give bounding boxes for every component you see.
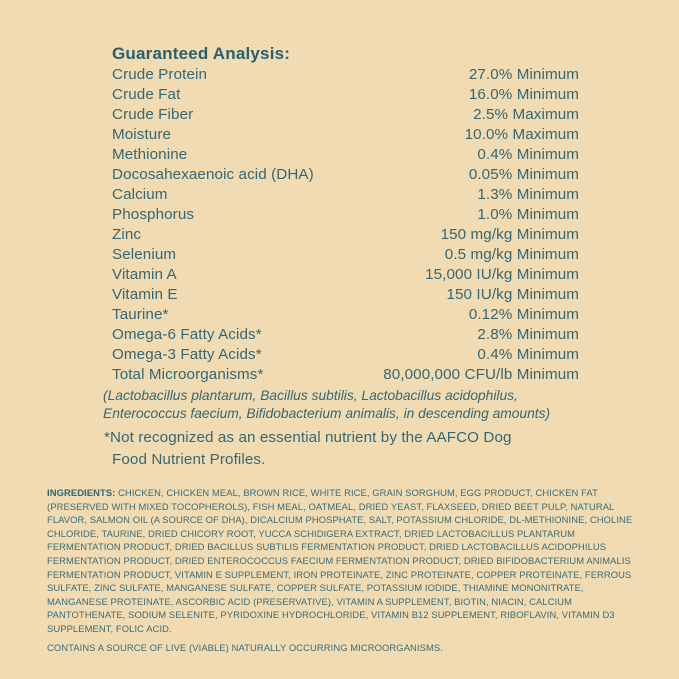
analysis-row-value: 0.05% Minimum <box>468 166 579 183</box>
analysis-row <box>112 265 579 285</box>
analysis-row-label: Crude Fiber <box>112 106 194 123</box>
analysis-row-value: 150 mg/kg Minimum <box>440 226 579 243</box>
ingredients-label: INGREDIENTS: <box>47 487 116 498</box>
analysis-row-label: Methionine <box>112 146 188 163</box>
ingredients-paragraph <box>47 486 635 636</box>
aafco-footnote <box>104 427 596 471</box>
analysis-row <box>112 145 579 165</box>
analysis-row-value: 10.0% Maximum <box>464 126 579 143</box>
analysis-row-label: Total Microorganisms* <box>112 366 264 383</box>
analysis-row-label: Docosahexaenoic acid (DHA) <box>112 166 314 183</box>
analysis-row <box>112 165 579 185</box>
analysis-row-label: Vitamin E <box>112 286 178 303</box>
analysis-row-label: Zinc <box>112 226 142 243</box>
live-microorganisms-note: CONTAINS A SOURCE OF LIVE (VIABLE) NATURALLY OCCURRING MICROORGANISMS. <box>47 642 443 653</box>
footnote-line: *Not recognized as an essential nutrient by the AAFCO Dog <box>104 429 512 446</box>
analysis-row <box>112 285 579 305</box>
analysis-row-value: 80,000,000 CFU/lb Minimum <box>383 366 579 383</box>
analysis-row <box>112 225 579 245</box>
analysis-row-value: 0.12% Minimum <box>468 306 579 323</box>
analysis-row-value: 1.3% Minimum <box>477 186 579 203</box>
analysis-row <box>112 245 579 265</box>
analysis-row-value: 16.0% Minimum <box>468 86 579 103</box>
guaranteed-analysis-title: Guaranteed Analysis: <box>112 44 291 63</box>
species-note-line: (Lactobacillus plantarum, Bacillus subtilis, Lactobacillus acidophilus, <box>103 388 518 403</box>
analysis-row <box>112 345 579 365</box>
microorganism-species-note <box>103 387 593 422</box>
analysis-row-value: 2.5% Maximum <box>473 106 579 123</box>
analysis-row <box>112 85 579 105</box>
analysis-row-label: Omega-3 Fatty Acids* <box>112 346 262 363</box>
analysis-row <box>112 205 579 225</box>
analysis-row <box>112 185 579 205</box>
analysis-row-label: Vitamin A <box>112 266 177 283</box>
analysis-row <box>112 105 579 125</box>
analysis-row <box>112 65 579 85</box>
analysis-row-value: 1.0% Minimum <box>477 206 579 223</box>
analysis-row-label: Phosphorus <box>112 206 195 223</box>
analysis-row-value: 0.4% Minimum <box>477 346 579 363</box>
analysis-row-value: 150 IU/kg Minimum <box>446 286 579 303</box>
species-note-line: Enterococcus faecium, Bifidobacterium animalis, in descending amounts) <box>103 405 551 421</box>
analysis-row-label: Calcium <box>112 186 168 203</box>
analysis-row-label: Omega-6 Fatty Acids* <box>112 326 262 343</box>
guaranteed-analysis-table <box>112 65 579 385</box>
analysis-row-value: 27.0% Minimum <box>468 66 579 83</box>
ingredients-text: CHICKEN, CHICKEN MEAL, BROWN RICE, WHITE RICE, GRAIN SORGHUM, EGG PRODUCT, CHICKEN FAT (PRESERVED WITH MIXED TOCOPHEROLS), FISH MEAL, OATMEAL, DRIED YEAST, FLAXSEED, DRIED BEET PULP, NATURAL FLAVOR, SALMON OIL (A SOURCE OF DHA), DICALCIUM PHOSPHATE, SALT, POTASSIUM CHLORIDE, DL-METHIONINE, CHOLINE CHLORIDE, TAURINE, DRIED CHICORY ROOT, YUCCA SCHIDIGERA EXTRACT, DRIED LACTOBACILLUS PLANTARUM FERMENTATION PRODUCT, DRIED BACILLUS SUBTILIS FERMENTATION PRODUCT, DRIED LACTOBACILLUS ACIDOPHILUS FERMENTATION PRODUCT, DRIED ENTEROCOCCUS FAECIUM FERMENTATION PRODUCT, DRIED BIFIDOBACTERIUM ANIMALIS FERMENTATION PRODUCT, VITAMIN E SUPPLEMENT, IRON PROTEINATE, ZINC PROTEINATE, COPPER PROTEINATE, FERROUS SULFATE, ZINC SULFATE, MANGANESE SULFATE, COPPER SULFATE, POTASSIUM IODIDE, THIAMINE MONONITRATE, MANGANESE PROTEINATE, ASCORBIC ACID (PRESERVATIVE), VITAMIN A SUPPLEMENT, BIOTIN, NIACIN, CALCIUM PANTOTHENATE, SODIUM SELENITE, PYRIDOXINE HYDROCHLORIDE, VITAMIN B12 SUPPLEMENT, RIBOFLAVIN, VITAMIN D3 SUPPLEMENT, FOLIC ACID. <box>47 487 633 634</box>
analysis-row-value: 2.8% Minimum <box>477 326 579 343</box>
analysis-row-value: 0.5 mg/kg Minimum <box>444 246 579 263</box>
analysis-row <box>112 325 579 345</box>
footnote-line: Food Nutrient Profiles. <box>112 451 266 468</box>
analysis-row-value: 0.4% Minimum <box>477 146 579 163</box>
analysis-row-value: 15,000 IU/kg Minimum <box>425 266 579 283</box>
analysis-row-label: Crude Fat <box>112 86 181 103</box>
analysis-row-label: Taurine* <box>112 306 169 323</box>
analysis-row <box>112 365 579 385</box>
analysis-row <box>112 305 579 325</box>
analysis-row-label: Selenium <box>112 246 177 263</box>
analysis-row <box>112 125 579 145</box>
analysis-row-label: Crude Protein <box>112 66 208 83</box>
analysis-row-label: Moisture <box>112 126 172 143</box>
